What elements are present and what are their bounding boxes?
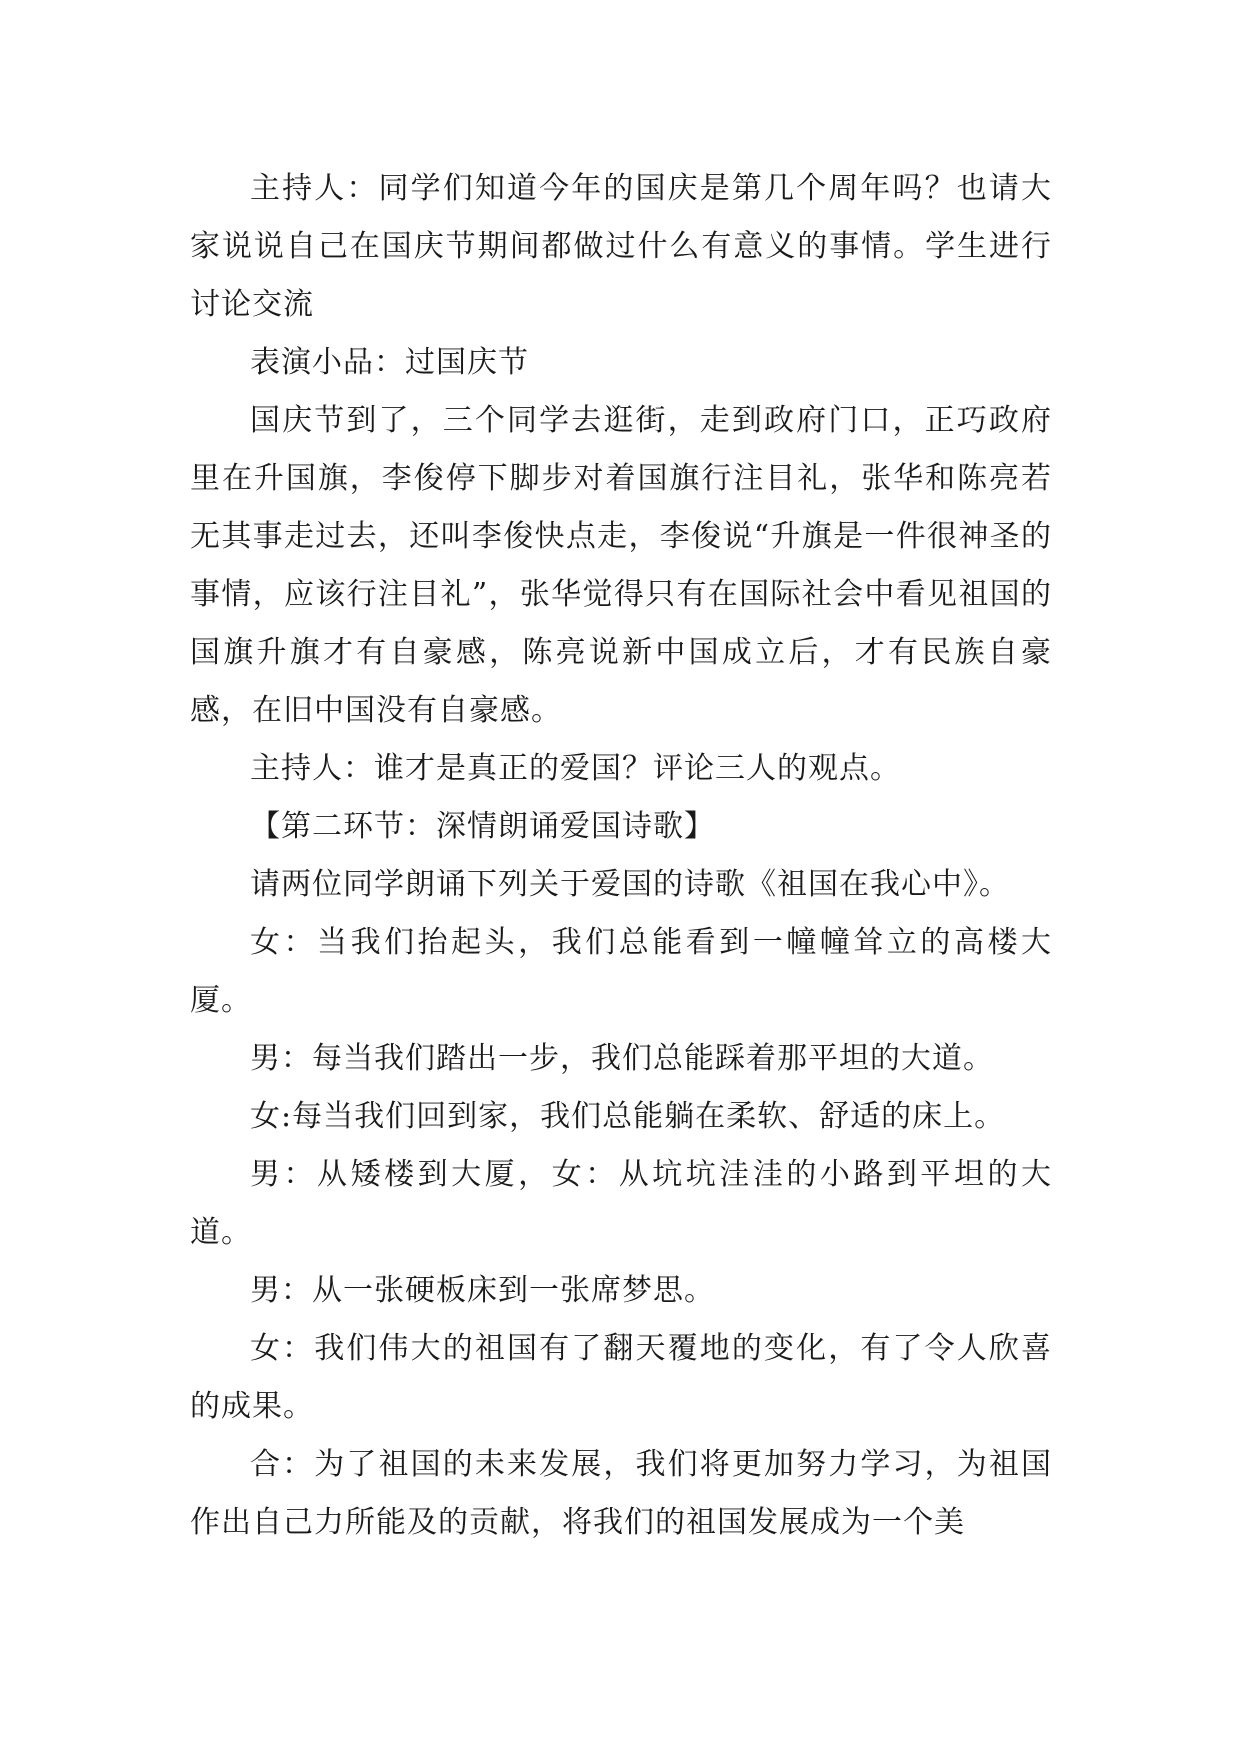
poem-line: 男：每当我们踏出一步，我们总能踩着那平坦的大道。 [250, 1041, 994, 1076]
paragraph-skit-story: 国庆节到了，三个同学去逛街，走到政府门口，正巧政府里在升国旗，李俊停下脚步对着国旗行注目礼，张华和陈亮若无其事走过去，还叫李俊快点走，李俊说“升旗是一件很神圣的事情，应该行注目礼”，张华觉得只有在国际社会中看见祖国的国旗升旗才有自豪感，陈亮说新中国成立后，才有民族自豪感，在旧中国没有自豪感。 [190, 403, 1052, 728]
poem-line: 男：从一张硬板床到一张席梦思。 [250, 1273, 715, 1308]
section-heading: 【第二环节：深情朗诵爱国诗歌】 [250, 809, 715, 844]
poem-line: 女：当我们抬起头，我们总能看到一幢幢耸立的高楼大厦。 [190, 925, 1052, 1018]
paragraph-host-comment: 主持人：谁才是真正的爱国？评论三人的观点。 [250, 751, 901, 786]
poem-line: 合：为了祖国的未来发展，我们将更加努力学习，为祖国作出自己力所能及的贡献，将我们的祖国发展成为一个美 [190, 1447, 1052, 1540]
poem-line: 女:每当我们回到家，我们总能躺在柔软、舒适的床上。 [250, 1099, 1006, 1134]
poem-line: 女：我们伟大的祖国有了翻天覆地的变化，有了令人欣喜的成果。 [190, 1331, 1052, 1424]
paragraph-host-question: 主持人：同学们知道今年的国庆是第几个周年吗？也请大家说说自己在国庆节期间都做过什么有意义的事情。学生进行讨论交流 [190, 171, 1052, 322]
document-body [190, 160, 1052, 1552]
paragraph-skit-title: 表演小品：过国庆节 [250, 345, 529, 380]
paragraph-poem-intro: 请两位同学朗诵下列关于爱国的诗歌《祖国在我心中》。 [250, 867, 1010, 902]
poem-line: 男：从矮楼到大厦，女：从坑坑洼洼的小路到平坦的大道。 [190, 1157, 1052, 1250]
